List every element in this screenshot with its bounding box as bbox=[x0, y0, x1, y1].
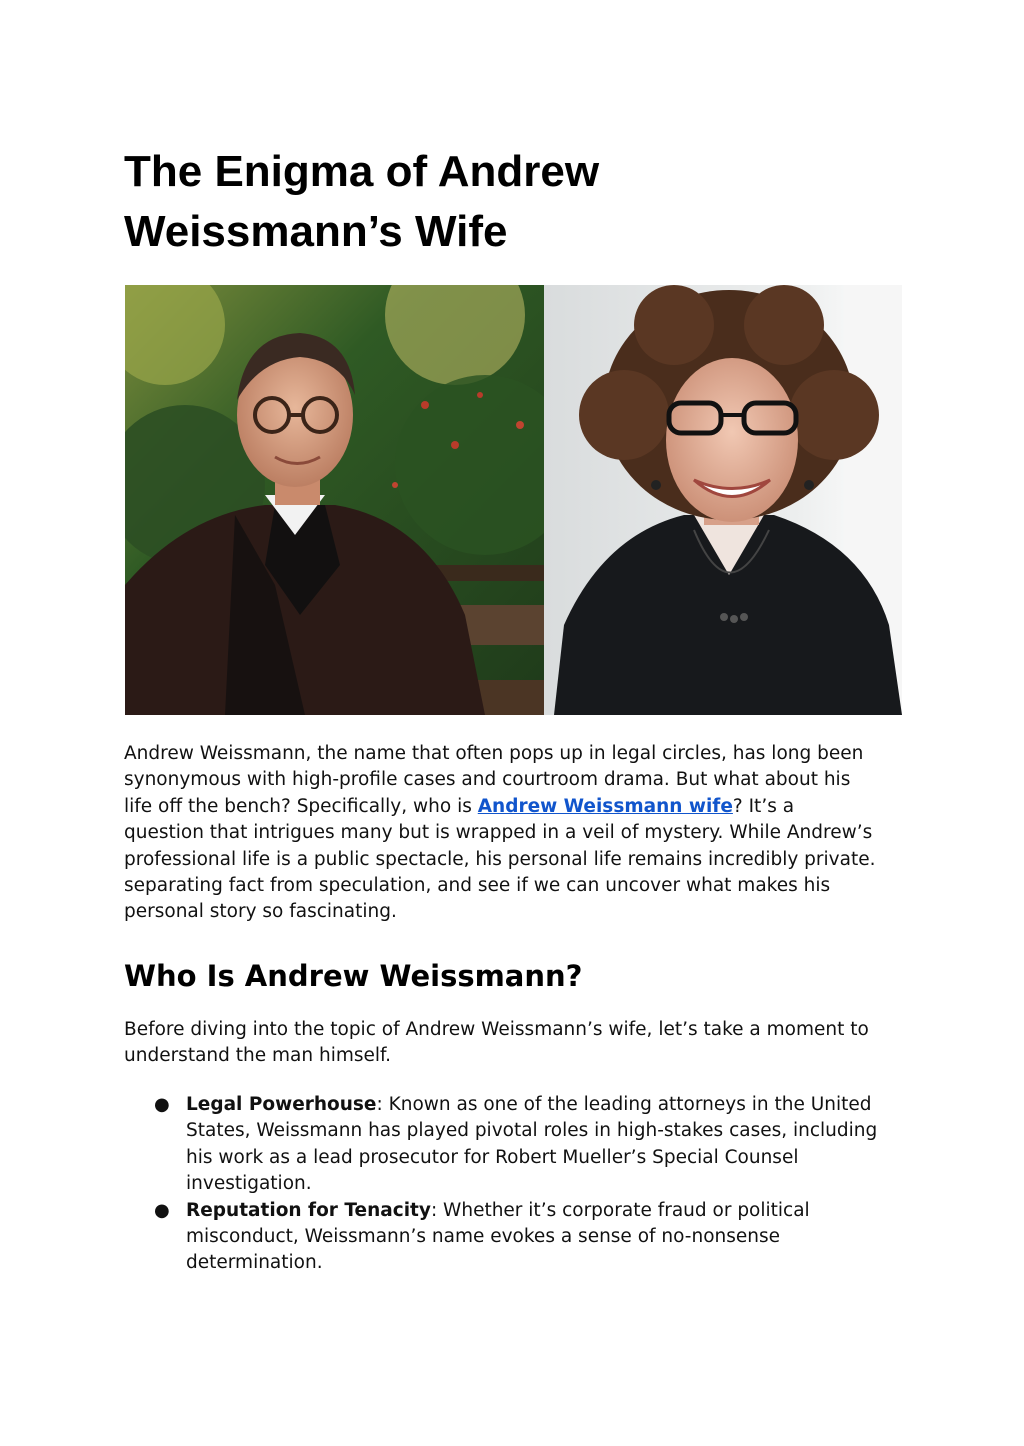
intro-line-with-link bbox=[124, 794, 924, 820]
intro-text: life off the bench? Specifically, who is bbox=[124, 795, 478, 817]
article-photo bbox=[125, 285, 902, 715]
section-intro-paragraph bbox=[124, 1017, 924, 1070]
section-heading: Who Is Andrew Weissmann? bbox=[124, 959, 583, 993]
bullet-label: Legal Powerhouse bbox=[186, 1094, 377, 1115]
bullet-label: Reputation for Tenacity bbox=[186, 1199, 431, 1221]
bullet-line: misconduct, Weissmann’s name evokes a sense of no-nonsense bbox=[186, 1226, 781, 1248]
bullet-line bbox=[186, 1198, 924, 1224]
bullet-icon: ● bbox=[154, 1199, 170, 1221]
bullet-line: investigation. bbox=[186, 1173, 312, 1195]
bullet-list bbox=[124, 1092, 924, 1277]
section-intro-line: understand the man himself. bbox=[124, 1045, 392, 1067]
intro-line: professional life is a public spectacle, his personal life remains incredibly private. bbox=[124, 848, 876, 870]
intro-line: separating fact from speculation, and see if we can uncover what makes his bbox=[124, 875, 831, 897]
bullet-icon: ● bbox=[154, 1094, 170, 1115]
bullet-text: : Known as one of the leading attorneys in the United bbox=[376, 1094, 872, 1115]
bullet-line: determination. bbox=[186, 1252, 323, 1274]
section-intro-line: Before diving into the topic of Andrew Weissmann’s wife, let’s take a moment to bbox=[124, 1019, 869, 1040]
intro-line: question that intrigues many but is wrapped in a veil of mystery. While Andrew’s bbox=[124, 822, 873, 844]
intro-line: synonymous with high-profile cases and courtroom drama. But what about his bbox=[124, 769, 851, 791]
intro-line: Andrew Weissmann, the name that often pops up in legal circles, has long been bbox=[124, 743, 864, 764]
list-item bbox=[124, 1198, 924, 1277]
andrew-weissmann-wife-link[interactable]: Andrew Weissmann wife bbox=[477, 795, 733, 817]
left-photo-man bbox=[125, 285, 575, 715]
bullet-line: his work as a lead prosecutor for Robert Mueller’s Special Counsel bbox=[186, 1146, 799, 1168]
bullet-text: : Whether it’s corporate fraud or political bbox=[430, 1199, 810, 1221]
page-title: The Enigma of Andrew Weissmann’s Wife bbox=[124, 147, 600, 256]
intro-paragraph bbox=[124, 741, 924, 926]
intro-text: ? It’s a bbox=[732, 795, 795, 817]
intro-line: personal story so fascinating. bbox=[124, 901, 397, 923]
list-item bbox=[124, 1092, 924, 1198]
right-photo-woman bbox=[544, 285, 902, 715]
bullet-line: States, Weissmann has played pivotal roles in high-stakes cases, including bbox=[186, 1120, 878, 1142]
bullet-line bbox=[186, 1092, 924, 1118]
